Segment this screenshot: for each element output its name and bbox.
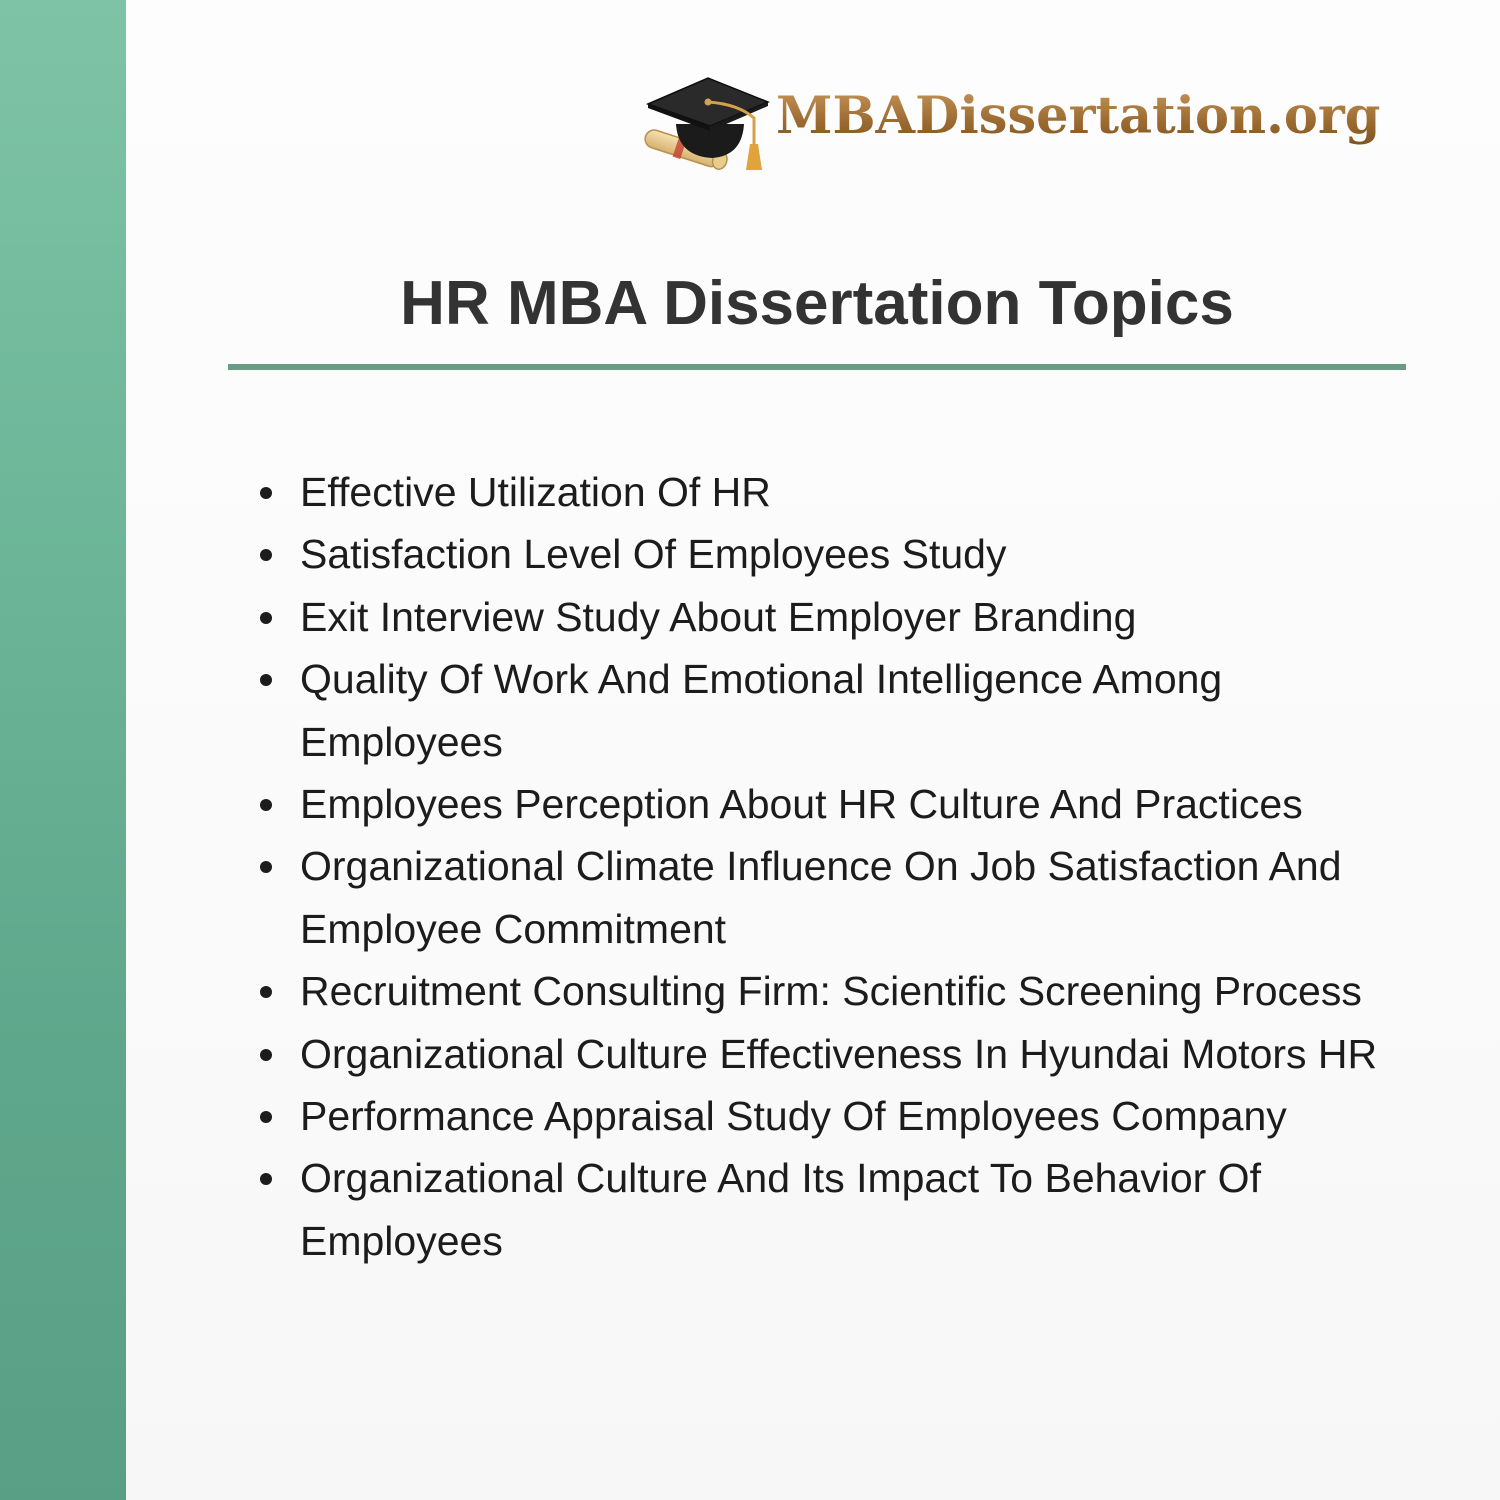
bullet-icon	[260, 487, 272, 499]
list-item-text: Satisfaction Level Of Employees Study	[300, 531, 1007, 578]
list-item-text: Effective Utilization Of HR	[300, 469, 771, 515]
bullet-icon	[260, 1111, 272, 1123]
site-logo[interactable]	[634, 74, 1404, 184]
bullet-icon	[260, 612, 272, 624]
list-item-text: Organizational Culture And Its Impact To Behavior Of Employees	[300, 1155, 1261, 1264]
bullet-icon	[260, 1049, 272, 1061]
list-item	[300, 773, 1400, 835]
list-item	[300, 1147, 1400, 1272]
title-divider	[228, 364, 1406, 370]
list-item	[300, 1085, 1400, 1147]
list-item-text: Performance Appraisal Study Of Employees Company	[300, 1093, 1287, 1140]
list-item-text: Quality Of Work And Emotional Intelligence Among Employees	[300, 656, 1223, 765]
graduation-cap-diploma-icon	[634, 74, 784, 179]
topics-list	[300, 461, 1400, 1272]
list-item	[300, 960, 1400, 1022]
logo-text: MBADissertation.org	[776, 86, 1381, 146]
list-item	[300, 648, 1400, 773]
list-item-text: Exit Interview Study About Employer Branding	[300, 593, 1137, 640]
list-item	[300, 1023, 1400, 1085]
list-item	[300, 523, 1400, 585]
list-item-text: Recruitment Consulting Firm: Scientific Screening Process	[300, 968, 1362, 1015]
list-item-text: Organizational Climate Influence On Job Satisfaction And Employee Commitment	[300, 843, 1342, 952]
list-item	[300, 835, 1400, 960]
list-item	[300, 461, 1400, 523]
bullet-icon	[260, 799, 272, 811]
side-color-band	[0, 0, 126, 1500]
list-item-text: Employees Perception About HR Culture And Practices	[300, 781, 1303, 828]
list-item-text: Organizational Culture Effectiveness In Hyundai Motors HR	[300, 1030, 1378, 1077]
list-item	[300, 586, 1400, 648]
page-title: HR MBA Dissertation Topics	[400, 269, 1234, 338]
